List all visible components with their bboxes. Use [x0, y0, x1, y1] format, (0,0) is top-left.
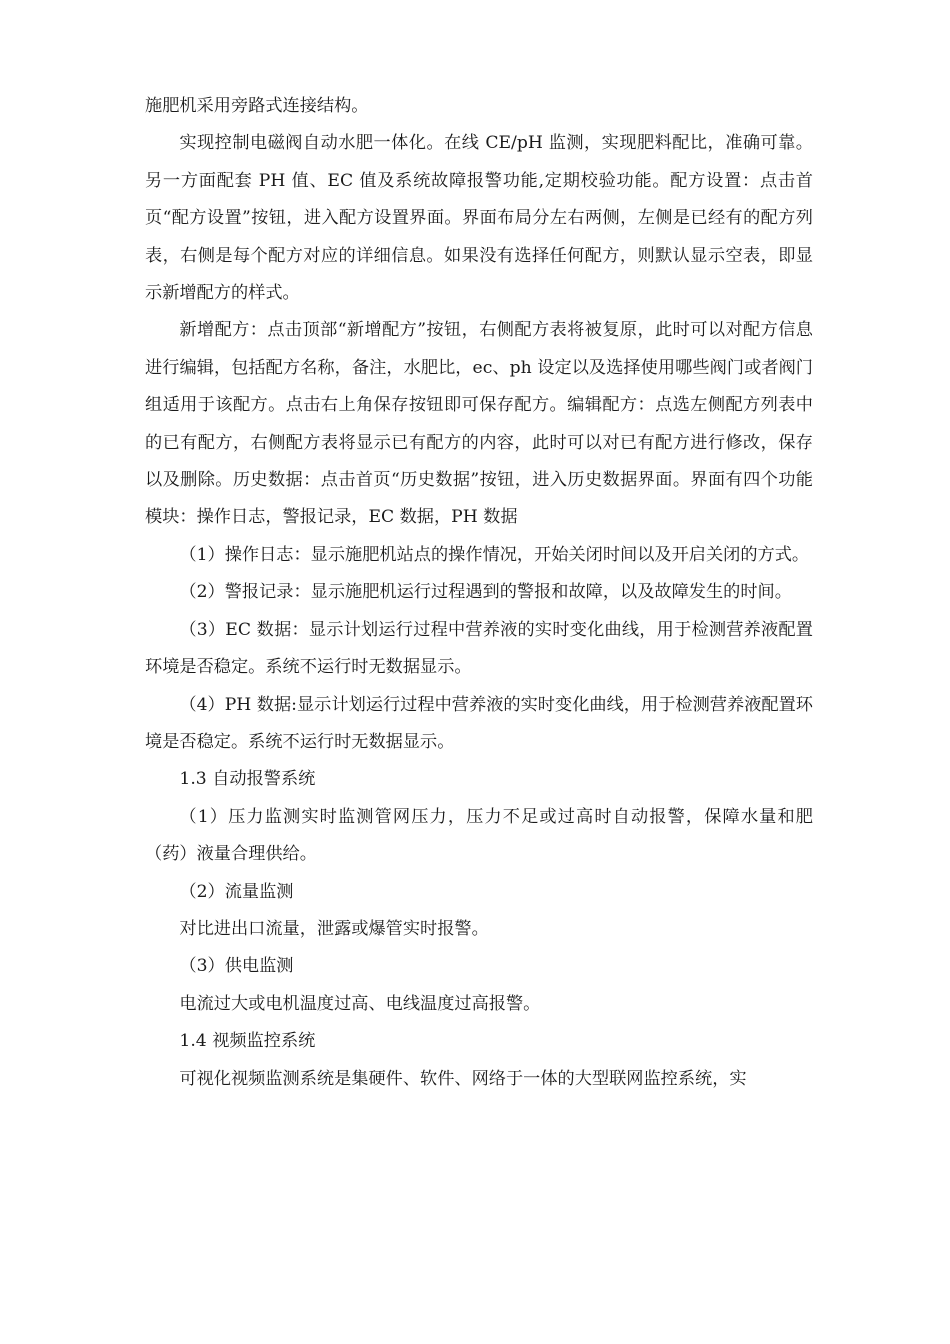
paragraph-solenoid-control: 实现控制电磁阀自动水肥一体化。在线 CE/pH 监测，实现肥料配比，准确可靠。另一方面配套 PH 值、EC 值及系统故障报警功能,定期校验功能。配方设置：点击首页“配方设置”按钮，进入配方设置界面。界面布局分左右两侧，左侧是已经有的配方列表，右侧是每个配方对应的详细信息。如果没有选择任何配方，则默认显示空表，即显示新增配方的样式。 [145, 133, 813, 304]
section-heading-video-monitoring: 1.4 视频监控系统 [179, 1031, 316, 1052]
paragraph-new-formula: 新增配方：点击顶部“新增配方”按钮，右侧配方表将被复原，此时可以对配方信息进行编辑，包括配方名称，备注，水肥比，ec、ph 设定以及选择使用哪些阀门或者阀门组适用于该配方。点击右上角保存按钮即可保存配方。编辑配方：点选左侧配方列表中的已有配方，右侧配方表将显示已有配方的内容，此时可以对已有配方进行修改，保存以及删除。历史数据：点击首页“历史数据”按钮，进入历史数据界面。界面有四个功能模块：操作日志，警报记录，EC 数据，PH 数据 [145, 320, 813, 528]
paragraph-flow-monitoring-body: 对比进出口流量，泄露或爆管实时报警。 [179, 918, 489, 939]
paragraph-power-monitoring-body: 电流过大或电机温度过高、电线温度过高报警。 [179, 993, 541, 1014]
paragraph-pressure-monitoring: （1）压力监测实时监测管网压力，压力不足或过高时自动报警，保障水量和肥（药）液量合理供给。 [145, 806, 813, 865]
paragraph-ph-data: （4）PH 数据:显示计划运行过程中营养液的实时变化曲线，用于检测营养液配置环境是否稳定。系统不运行时无数据显示。 [145, 694, 813, 752]
section-heading-auto-alarm: 1.3 自动报警系统 [179, 769, 316, 790]
paragraph-ec-data: （3）EC 数据：显示计划运行过程中营养液的实时变化曲线，用于检测营养液配置环境是否稳定。系统不运行时无数据显示。 [145, 619, 813, 678]
paragraph-video-monitoring: 可视化视频监测系统是集硬件、软件、网络于一体的大型联网监控系统，实 [179, 1068, 747, 1089]
document-body [145, 88, 813, 1098]
paragraph-bypass-structure: 施肥机采用旁路式连接结构。 [145, 96, 369, 116]
paragraph-flow-monitoring-title: （2）流量监测 [179, 881, 294, 902]
paragraph-operation-log: （1）操作日志：显示施肥机站点的操作情况，开始关闭时间以及开启关闭的方式。 [179, 544, 810, 565]
paragraph-power-monitoring-title: （3）供电监测 [179, 956, 294, 977]
paragraph-alarm-record: （2）警报记录：显示施肥机运行过程遇到的警报和故障，以及故障发生的时间。 [179, 582, 792, 603]
